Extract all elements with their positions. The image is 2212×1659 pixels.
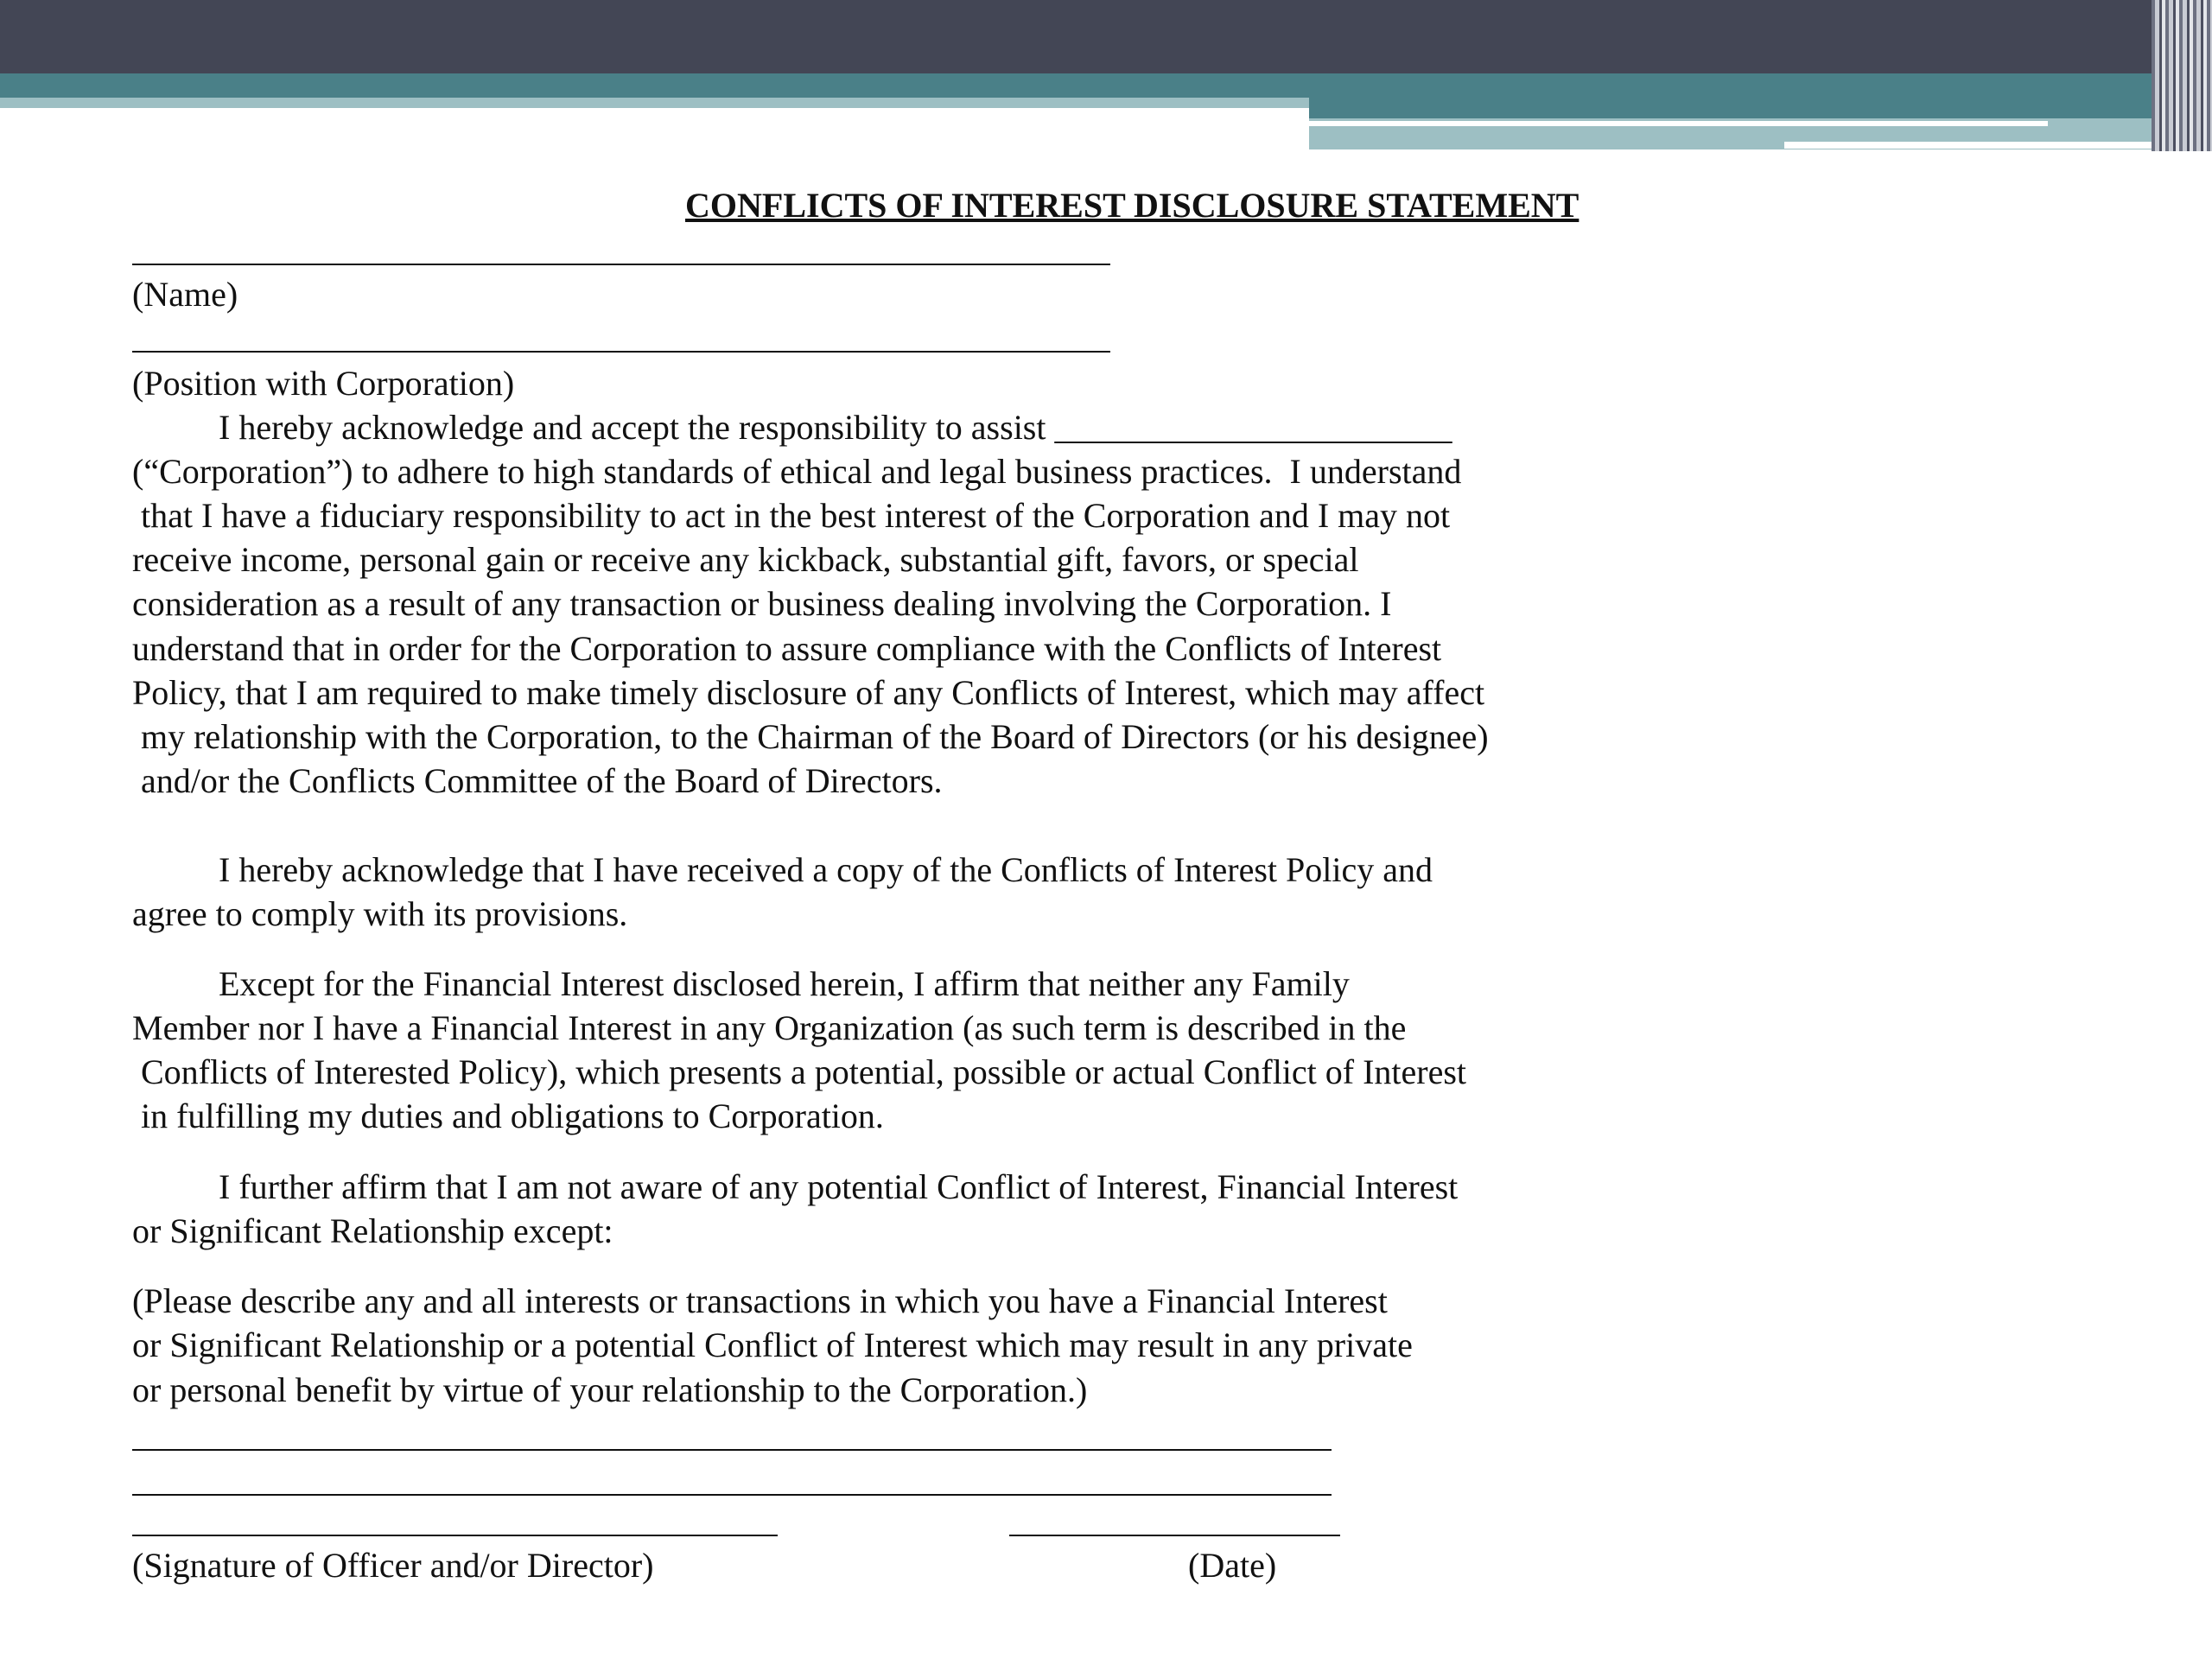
paragraph-1-line: Policy, that I am required to make timely disclosure of any Conflicts of Interest, which may affect xyxy=(132,673,1485,712)
name-signature-line[interactable] xyxy=(132,264,1110,265)
paragraph-1-line: that I have a fiduciary responsibility to act in the best interest of the Corporation and I may not xyxy=(132,496,1451,535)
signature-label: (Signature of Officer and/or Director) xyxy=(132,1546,654,1585)
header-accent-line xyxy=(1784,142,2212,149)
paragraph-2-line: agree to comply with its provisions. xyxy=(132,894,628,933)
document-title: CONFLICTS OF INTEREST DISCLOSURE STATEMENT xyxy=(685,186,1580,225)
header-band xyxy=(0,0,2212,73)
paragraph-5-line: or personal benefit by virtue of your relationship to the Corporation.) xyxy=(132,1370,1088,1409)
paragraph-1-line: receive income, personal gain or receive any kickback, substantial gift, favors, or special xyxy=(132,540,1359,579)
paragraph-1-line: my relationship with the Corporation, to the Chairman of the Board of Directors (or his designee) xyxy=(132,717,1489,756)
paragraph-5-line: (Please describe any and all interests or transactions in which you have a Financial Interest xyxy=(132,1281,1388,1320)
header-accent-line xyxy=(1309,121,2048,126)
header-stripes xyxy=(2152,0,2212,151)
paragraph-1-line: I hereby acknowledge and accept the responsibility to assist _______________________ xyxy=(132,408,1452,447)
paragraph-3-line: in fulfilling my duties and obligations to Corporation. xyxy=(132,1096,884,1135)
paragraph-5-line: or Significant Relationship or a potential Conflict of Interest which may result in any private xyxy=(132,1325,1413,1364)
paragraph-2-line: I hereby acknowledge that I have received a copy of the Conflicts of Interest Policy and xyxy=(132,850,1433,889)
paragraph-1-line: (“Corporation”) to adhere to high standards of ethical and legal business practices. I understand xyxy=(132,452,1462,491)
date-line[interactable] xyxy=(1009,1535,1340,1536)
description-line[interactable] xyxy=(132,1494,1332,1496)
signature-line[interactable] xyxy=(132,1535,778,1536)
paragraph-3-line: Member nor I have a Financial Interest in any Organization (as such term is described in the xyxy=(132,1008,1407,1047)
paragraph-3-line: Conflicts of Interested Policy), which presents a potential, possible or actual Conflict of Interest xyxy=(132,1052,1467,1091)
header-accent-light xyxy=(0,98,1309,108)
paragraph-1-line: understand that in order for the Corporation to assure compliance with the Conflicts of Interest xyxy=(132,629,1442,668)
paragraph-1-line: consideration as a result of any transaction or business dealing involving the Corporation. I xyxy=(132,584,1392,623)
description-line[interactable] xyxy=(132,1449,1332,1451)
name-label: (Name) xyxy=(132,275,238,314)
paragraph-4-line: or Significant Relationship except: xyxy=(132,1211,613,1250)
position-label: (Position with Corporation) xyxy=(132,364,515,403)
date-label: (Date) xyxy=(1188,1546,1277,1585)
paragraph-4-line: I further affirm that I am not aware of any potential Conflict of Interest, Financial Interest xyxy=(132,1167,1459,1206)
header-accent-right xyxy=(1309,98,2212,118)
paragraph-1-line: and/or the Conflicts Committee of the Board of Directors. xyxy=(132,761,943,800)
paragraph-3-line: Except for the Financial Interest disclosed herein, I affirm that neither any Family xyxy=(132,964,1350,1003)
header-accent-band xyxy=(0,73,2212,98)
position-signature-line[interactable] xyxy=(132,351,1110,353)
